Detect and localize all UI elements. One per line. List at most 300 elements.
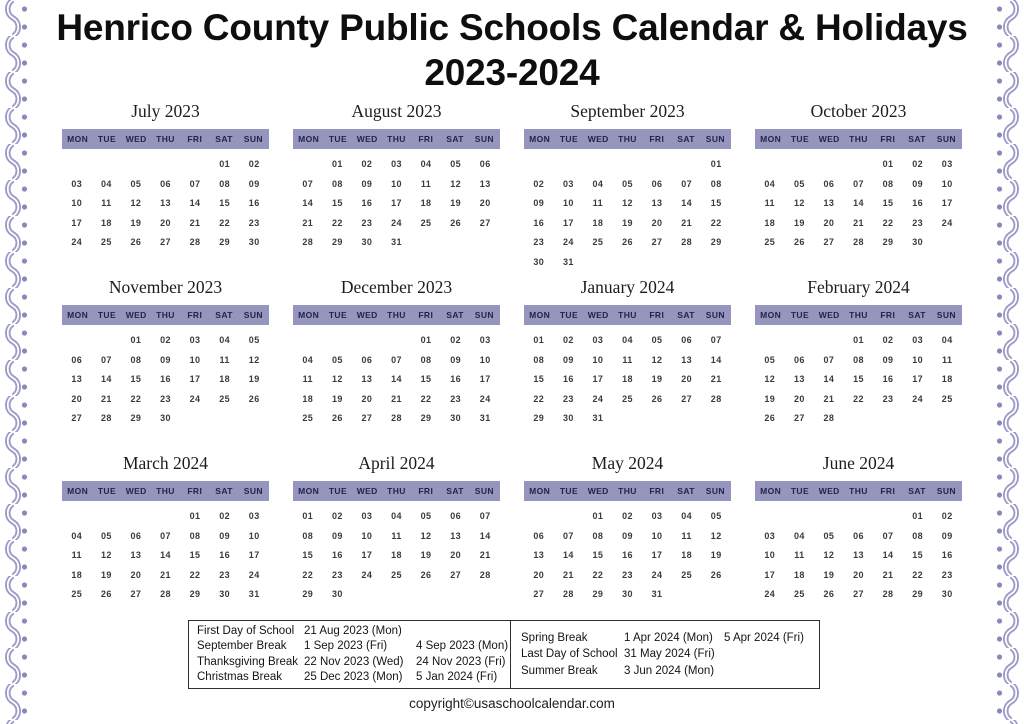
date-cell: 08	[592, 530, 604, 541]
day-header-row	[62, 481, 269, 501]
date-cell: 27	[361, 413, 373, 423]
legend-end-date	[416, 624, 506, 640]
day-header: THU	[618, 486, 637, 496]
date-cell: 17	[189, 374, 201, 384]
date-cell: 13	[651, 198, 663, 208]
date-cell: 07	[562, 530, 574, 541]
date-cell: 01	[331, 159, 343, 169]
month-calendar	[524, 453, 731, 629]
date-cell: 02	[160, 335, 171, 345]
date-cell: 31	[391, 237, 402, 247]
date-cell: 22	[710, 217, 722, 228]
date-cell: 02	[562, 335, 574, 345]
date-cell: 06	[450, 511, 462, 521]
date-cell: 02	[331, 511, 343, 521]
date-cell: 03	[479, 335, 491, 345]
date-cell: 12	[793, 198, 805, 208]
date-cell: 24	[189, 393, 201, 404]
date-cell: 14	[189, 198, 201, 208]
month-calendar	[62, 277, 269, 453]
date-cell: 12	[100, 550, 112, 560]
date-cell: 13	[450, 530, 462, 541]
legend-event-label: Christmas Break	[197, 671, 282, 683]
date-cell: 04	[622, 335, 633, 345]
date-cell: 22	[420, 393, 432, 404]
date-cell: 31	[562, 256, 574, 267]
date-cell: 28	[391, 413, 402, 423]
date-cell: 10	[391, 178, 402, 189]
date-cell: 24	[592, 393, 604, 404]
date-cell: 15	[331, 198, 343, 208]
month-title: September 2023	[570, 101, 685, 121]
date-cell: 19	[793, 217, 805, 228]
date-cell: 17	[562, 217, 574, 228]
date-cell: 07	[189, 178, 201, 189]
day-header: FRI	[187, 134, 203, 144]
date-cell: 01	[189, 511, 201, 521]
empty-cell	[92, 335, 122, 345]
day-header: THU	[849, 134, 868, 144]
date-cell: 09	[450, 354, 462, 365]
legend-end-date	[724, 646, 815, 663]
legend-start-date: 22 Nov 2023 (Wed)	[304, 655, 404, 668]
legend-event-label: Last Day of School	[521, 648, 618, 661]
day-header-row	[293, 305, 500, 325]
date-cell: 26	[130, 237, 142, 247]
date-cell: 21	[562, 569, 574, 580]
date-cell: 21	[160, 569, 171, 580]
date-cell: 04	[793, 530, 805, 541]
date-cell: 03	[361, 511, 373, 521]
date-cell: 09	[882, 354, 894, 365]
day-header: WED	[818, 486, 840, 496]
date-cell: 20	[71, 393, 83, 404]
date-cell: 21	[479, 550, 491, 560]
date-cell: 04	[941, 335, 953, 345]
date-cell: 30	[622, 589, 633, 599]
date-cell: 27	[130, 589, 142, 599]
empty-cell	[672, 159, 702, 169]
date-cell: 22	[592, 569, 604, 580]
empty-cell	[524, 511, 554, 521]
legend-row	[197, 670, 506, 686]
month-title: March 2024	[122, 453, 209, 473]
date-cell: 28	[853, 237, 864, 247]
date-cell: 07	[302, 178, 314, 189]
date-cell: 18	[764, 217, 776, 228]
date-cell: 29	[219, 237, 231, 247]
day-header: MON	[298, 486, 320, 496]
date-cell: 21	[681, 217, 693, 228]
date-cell: 17	[912, 374, 924, 384]
date-cell: 21	[302, 217, 314, 228]
date-cell: 03	[391, 159, 402, 169]
date-cell: 26	[651, 393, 663, 404]
legend-left-column	[189, 621, 511, 688]
date-cell: 16	[912, 198, 924, 208]
date-cell: 15	[420, 374, 432, 384]
date-cell: 23	[533, 237, 545, 247]
date-cell: 08	[130, 354, 142, 365]
date-cell: 23	[361, 217, 373, 228]
legend-start-date: 31 May 2024 (Fri)	[624, 648, 715, 661]
date-cell: 18	[302, 393, 314, 404]
day-header: TUE	[559, 486, 579, 496]
day-header: WED	[125, 134, 147, 144]
day-header: TUE	[790, 310, 810, 320]
date-cell: 25	[941, 393, 953, 404]
date-cell: 15	[592, 550, 604, 560]
day-header-row	[755, 305, 962, 325]
date-cell: 11	[219, 354, 230, 365]
date-cell: 26	[248, 393, 260, 404]
day-header: WED	[356, 310, 378, 320]
legend-box	[188, 620, 820, 689]
empty-cell	[755, 511, 785, 521]
day-header: SUN	[474, 310, 494, 320]
date-cell: 04	[681, 511, 693, 521]
day-header: SAT	[677, 134, 695, 144]
day-header: THU	[618, 310, 637, 320]
month-calendar	[62, 101, 269, 277]
date-cell: 24	[651, 569, 663, 580]
day-header: SUN	[936, 486, 956, 496]
date-cell: 23	[941, 569, 953, 580]
date-cell: 25	[100, 237, 112, 247]
date-cell: 09	[622, 530, 633, 541]
month-title: November 2023	[108, 277, 223, 297]
day-header: FRI	[880, 310, 896, 320]
empty-cell	[62, 159, 92, 169]
day-header: FRI	[880, 134, 896, 144]
date-cell: 01	[130, 335, 142, 345]
date-cell: 05	[331, 354, 343, 365]
date-cell: 17	[391, 198, 402, 208]
date-cell: 19	[823, 569, 835, 580]
month-calendar	[293, 453, 500, 629]
day-header: MON	[298, 310, 320, 320]
date-cell: 24	[764, 589, 776, 599]
legend-start-date: 1 Sep 2023 (Fri)	[304, 640, 388, 652]
date-cell: 16	[248, 198, 260, 208]
date-cell: 18	[100, 217, 112, 228]
day-header-row	[62, 305, 269, 325]
day-header: FRI	[649, 310, 665, 320]
day-header: WED	[587, 486, 609, 496]
date-cell: 07	[391, 354, 402, 365]
date-cell: 02	[882, 335, 894, 345]
day-header: MON	[67, 310, 89, 320]
legend-end-date: 4 Sep 2023 (Mon)	[416, 640, 509, 652]
date-cell: 03	[912, 335, 924, 345]
date-cell: 19	[764, 393, 776, 404]
date-cell: 13	[71, 374, 83, 384]
date-cell: 23	[450, 393, 462, 404]
date-cell: 05	[622, 178, 633, 189]
date-cell: 07	[100, 354, 112, 365]
date-cell: 15	[302, 550, 314, 560]
date-cell: 07	[160, 530, 171, 541]
empty-cell	[814, 335, 844, 345]
empty-cell	[293, 335, 323, 345]
day-header: MON	[67, 134, 89, 144]
date-cell: 21	[189, 217, 201, 228]
date-cell: 12	[622, 198, 633, 208]
day-header-row	[755, 129, 962, 149]
date-cell: 13	[853, 550, 864, 560]
date-cell: 13	[823, 198, 835, 208]
date-cell: 23	[912, 217, 924, 228]
date-cell: 27	[479, 217, 491, 228]
legend-right-column	[511, 621, 819, 688]
date-cell: 01	[533, 335, 545, 345]
date-cell: 21	[391, 393, 402, 404]
date-cell: 11	[794, 550, 805, 560]
day-header: FRI	[649, 486, 665, 496]
day-header: WED	[818, 310, 840, 320]
date-cell: 02	[912, 159, 924, 169]
decorative-border-left	[0, 0, 40, 724]
month-dates	[524, 511, 731, 599]
date-cell: 29	[189, 589, 201, 599]
month-dates	[755, 511, 962, 599]
date-cell: 07	[479, 511, 491, 521]
date-cell: 27	[450, 569, 462, 580]
date-cell: 17	[248, 550, 260, 560]
month-dates	[293, 335, 500, 423]
day-header: SUN	[705, 134, 725, 144]
date-cell: 27	[651, 237, 663, 247]
date-cell: 19	[420, 550, 432, 560]
date-cell: 06	[130, 530, 142, 541]
month-dates	[524, 159, 731, 267]
date-cell: 04	[100, 178, 112, 189]
date-cell: 24	[562, 237, 574, 247]
date-cell: 28	[302, 237, 314, 247]
date-cell: 24	[248, 569, 260, 580]
date-cell: 21	[100, 393, 112, 404]
day-header: MON	[298, 134, 320, 144]
date-cell: 10	[189, 354, 201, 365]
date-cell: 13	[479, 178, 491, 189]
date-cell: 03	[941, 159, 953, 169]
date-cell: 24	[941, 217, 953, 228]
page-title	[48, 5, 976, 95]
empty-cell	[554, 159, 584, 169]
date-cell: 13	[681, 354, 693, 365]
decorative-border-right	[984, 0, 1024, 724]
date-cell: 11	[592, 198, 604, 208]
date-cell: 27	[533, 589, 545, 599]
empty-cell	[352, 335, 382, 345]
date-cell: 30	[160, 413, 171, 423]
date-cell: 23	[562, 393, 574, 404]
date-cell: 14	[882, 550, 894, 560]
date-cell: 05	[420, 511, 432, 521]
date-cell: 05	[130, 178, 142, 189]
empty-cell	[814, 159, 844, 169]
date-cell: 30	[219, 589, 231, 599]
page-title-line2: 2023-2024	[424, 52, 600, 94]
day-header: WED	[356, 486, 378, 496]
date-cell: 28	[100, 413, 112, 423]
date-cell: 19	[130, 217, 142, 228]
month-dates	[524, 335, 731, 423]
date-cell: 09	[533, 198, 545, 208]
date-cell: 25	[622, 393, 633, 404]
day-header: TUE	[97, 310, 117, 320]
month-calendar	[293, 101, 500, 277]
date-cell: 17	[479, 374, 491, 384]
date-cell: 03	[189, 335, 201, 345]
date-cell: 06	[823, 178, 835, 189]
empty-cell	[873, 511, 903, 521]
day-header: WED	[356, 134, 378, 144]
day-header: SUN	[474, 134, 494, 144]
empty-cell	[785, 511, 815, 521]
date-cell: 06	[793, 354, 805, 365]
date-cell: 21	[853, 217, 864, 228]
date-cell: 18	[941, 374, 953, 384]
date-cell: 22	[853, 393, 864, 404]
date-cell: 14	[710, 354, 722, 365]
date-cell: 15	[130, 374, 142, 384]
date-cell: 14	[823, 374, 835, 384]
date-cell: 08	[710, 178, 722, 189]
date-cell: 03	[248, 511, 260, 521]
day-header: FRI	[880, 486, 896, 496]
date-cell: 18	[681, 550, 693, 560]
date-cell: 08	[882, 178, 894, 189]
date-cell: 11	[101, 198, 112, 208]
date-cell: 15	[189, 550, 201, 560]
day-header-row	[524, 481, 731, 501]
legend-row	[197, 655, 506, 671]
month-dates	[755, 335, 962, 423]
legend-row	[521, 630, 815, 647]
day-header: SAT	[908, 486, 926, 496]
date-cell: 23	[248, 217, 260, 228]
date-cell: 24	[361, 569, 373, 580]
date-cell: 01	[420, 335, 432, 345]
legend-row	[521, 646, 815, 663]
date-cell: 26	[793, 237, 805, 247]
date-cell: 08	[331, 178, 343, 189]
day-header: SUN	[936, 134, 956, 144]
date-cell: 12	[331, 374, 343, 384]
date-cell: 30	[361, 237, 373, 247]
date-cell: 29	[710, 237, 722, 247]
date-cell: 27	[681, 393, 693, 404]
month-calendar	[62, 453, 269, 629]
legend-event-label: Spring Break	[521, 631, 588, 644]
day-header: FRI	[418, 134, 434, 144]
date-cell: 03	[592, 335, 604, 345]
date-cell: 01	[912, 511, 924, 521]
date-cell: 21	[823, 393, 835, 404]
empty-cell	[121, 159, 151, 169]
date-cell: 20	[479, 198, 491, 208]
date-cell: 27	[71, 413, 83, 423]
date-cell: 08	[912, 530, 924, 541]
day-header: MON	[529, 486, 551, 496]
date-cell: 29	[331, 237, 343, 247]
date-cell: 22	[302, 569, 314, 580]
date-cell: 10	[71, 198, 83, 208]
date-cell: 25	[592, 237, 604, 247]
date-cell: 20	[361, 393, 373, 404]
day-header: MON	[760, 486, 782, 496]
date-cell: 06	[853, 530, 864, 541]
date-cell: 27	[823, 237, 835, 247]
date-cell: 22	[219, 217, 231, 228]
date-cell: 16	[361, 198, 373, 208]
date-cell: 25	[302, 413, 314, 423]
date-cell: 18	[391, 550, 402, 560]
date-cell: 10	[248, 530, 260, 541]
month-calendar	[755, 277, 962, 453]
date-cell: 13	[533, 550, 545, 560]
date-cell: 10	[764, 550, 776, 560]
empty-cell	[844, 159, 874, 169]
date-cell: 11	[71, 550, 82, 560]
date-cell: 17	[592, 374, 604, 384]
empty-cell	[613, 159, 643, 169]
date-cell: 02	[248, 159, 260, 169]
date-cell: 10	[651, 530, 663, 541]
date-cell: 02	[450, 335, 462, 345]
day-header: SAT	[215, 134, 233, 144]
empty-cell	[785, 335, 815, 345]
day-header: MON	[529, 310, 551, 320]
date-cell: 20	[681, 374, 693, 384]
date-cell: 05	[764, 354, 776, 365]
date-cell: 26	[622, 237, 633, 247]
date-cell: 09	[248, 178, 260, 189]
day-header: TUE	[559, 310, 579, 320]
legend-row	[197, 624, 506, 640]
date-cell: 04	[592, 178, 604, 189]
date-cell: 28	[562, 589, 574, 599]
date-cell: 25	[391, 569, 402, 580]
date-cell: 01	[710, 159, 722, 169]
date-cell: 21	[882, 569, 894, 580]
date-cell: 24	[391, 217, 402, 228]
legend-start-date: 21 Aug 2023 (Mon)	[304, 624, 402, 637]
date-cell: 11	[681, 530, 692, 541]
date-cell: 14	[681, 198, 693, 208]
empty-cell	[382, 335, 412, 345]
date-cell: 19	[100, 569, 112, 580]
date-cell: 16	[941, 550, 953, 560]
date-cell: 30	[248, 237, 260, 247]
date-cell: 30	[562, 413, 574, 423]
empty-cell	[554, 511, 584, 521]
date-cell: 24	[479, 393, 491, 404]
date-cell: 26	[100, 589, 112, 599]
date-cell: 12	[130, 198, 142, 208]
date-cell: 05	[651, 335, 663, 345]
date-cell: 10	[941, 178, 953, 189]
empty-cell	[121, 511, 151, 521]
date-cell: 15	[912, 550, 924, 560]
date-cell: 15	[710, 198, 722, 208]
date-cell: 20	[651, 217, 663, 228]
day-header: THU	[618, 134, 637, 144]
day-header: MON	[760, 134, 782, 144]
date-cell: 14	[160, 550, 171, 560]
date-cell: 04	[764, 178, 776, 189]
